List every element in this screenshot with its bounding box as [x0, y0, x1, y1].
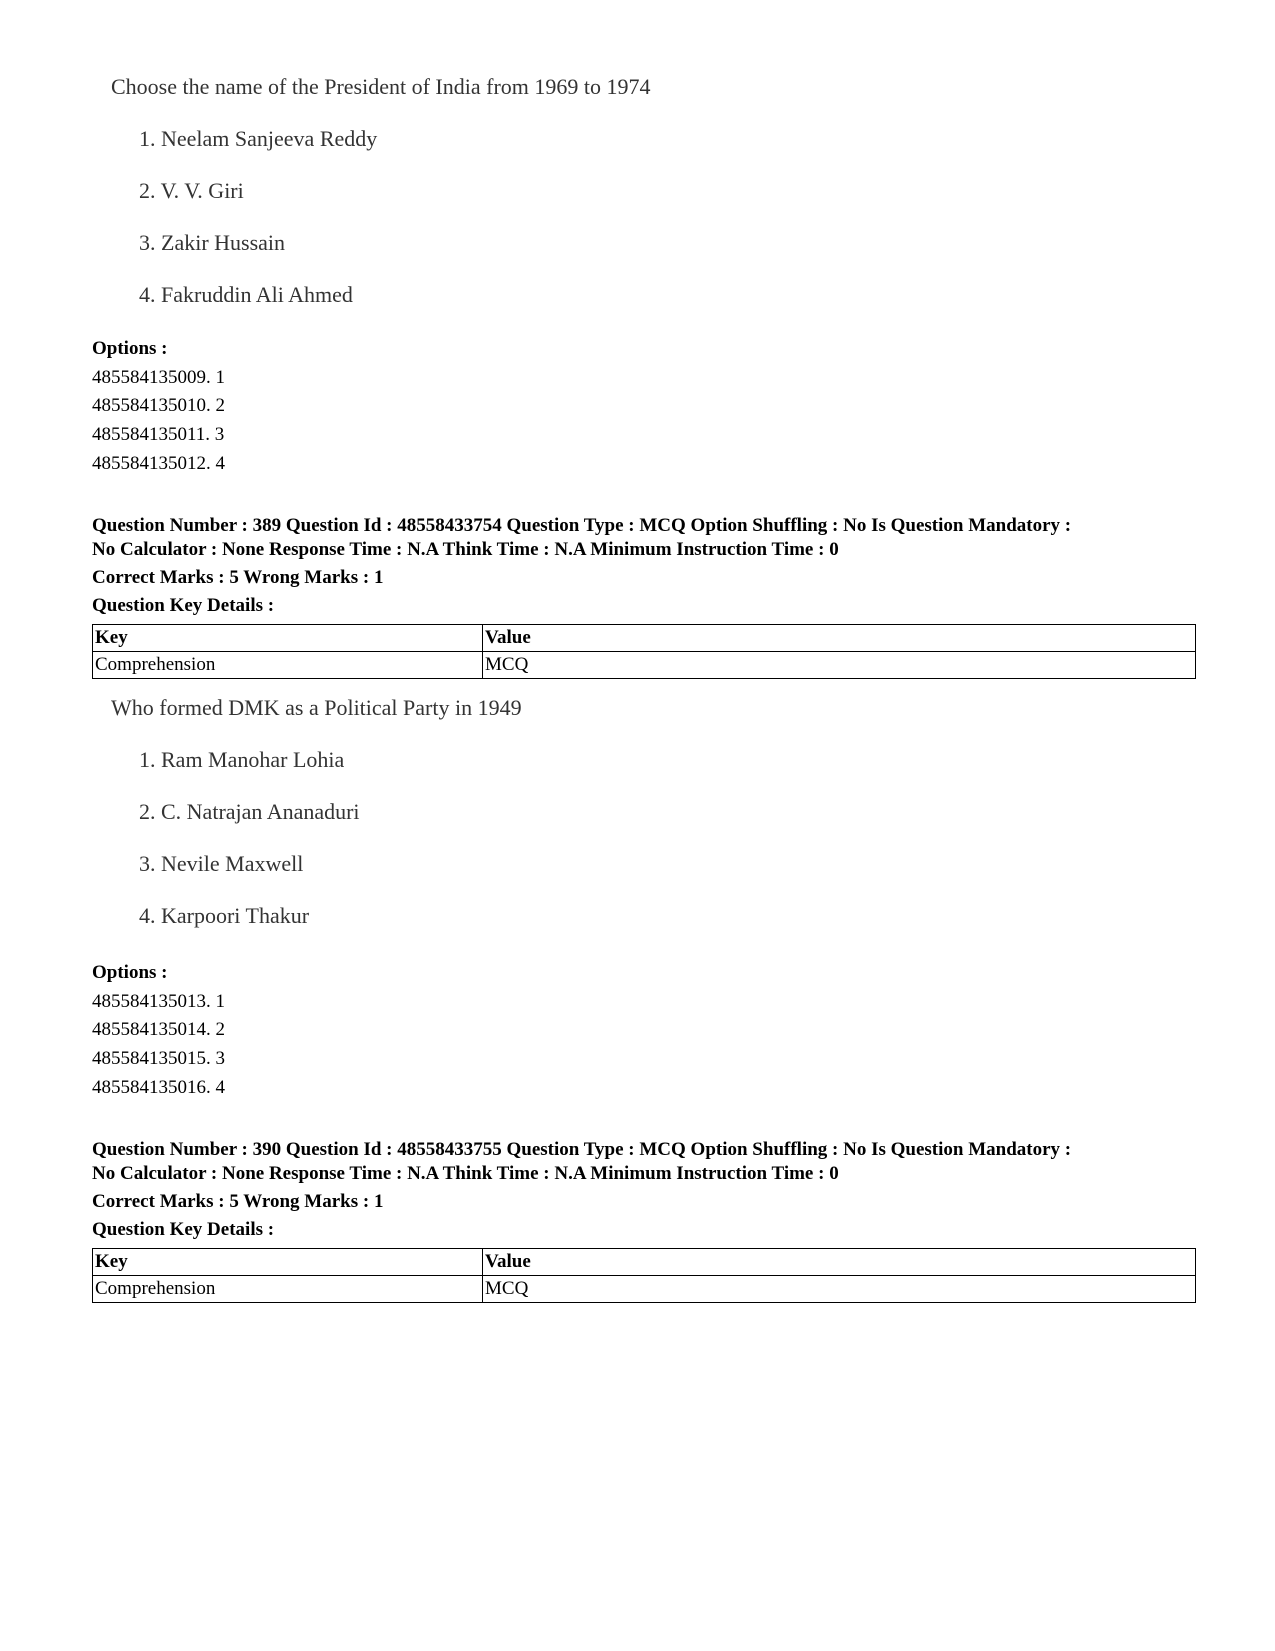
option-id: 485584135013. 1	[92, 991, 225, 1012]
options-label: Options :	[92, 962, 168, 983]
table-row	[93, 652, 1196, 679]
question-text: Choose the name of the President of India from 1969 to 1974	[111, 74, 651, 99]
question-meta-line: Question Number : 390 Question Id : 48558433755 Question Type : MCQ Option Shuffling : No Is Question Mandatory :	[92, 1139, 1072, 1160]
option-id: 485584135011. 3	[92, 424, 225, 445]
table-cell-value: MCQ	[483, 652, 1196, 679]
marks-line: Correct Marks : 5 Wrong Marks : 1	[92, 1191, 384, 1212]
choice-item: 3. Zakir Hussain	[139, 230, 286, 255]
question-meta-line: No Calculator : None Response Time : N.A Think Time : N.A Minimum Instruction Time : 0	[92, 1163, 839, 1184]
key-details-table	[92, 1248, 1196, 1303]
option-id: 485584135014. 2	[92, 1019, 225, 1040]
option-id: 485584135010. 2	[92, 395, 225, 416]
choice-item: 3. Nevile Maxwell	[139, 851, 304, 876]
key-details-label: Question Key Details :	[92, 595, 275, 616]
options-label: Options :	[92, 338, 168, 359]
question-meta-line: No Calculator : None Response Time : N.A Think Time : N.A Minimum Instruction Time : 0	[92, 539, 839, 560]
table-header-key: Key	[93, 625, 483, 652]
key-details-label: Question Key Details :	[92, 1219, 275, 1240]
choice-item: 1. Neelam Sanjeeva Reddy	[139, 126, 378, 151]
table-header-value: Value	[483, 625, 1196, 652]
option-id: 485584135016. 4	[92, 1077, 225, 1098]
choice-item: 4. Karpoori Thakur	[139, 903, 310, 928]
choice-item: 2. C. Natrajan Ananaduri	[139, 799, 360, 824]
marks-line: Correct Marks : 5 Wrong Marks : 1	[92, 567, 384, 588]
table-row	[93, 1276, 1196, 1303]
table-header-value: Value	[483, 1249, 1196, 1276]
choice-item: 2. V. V. Giri	[139, 178, 244, 203]
choice-item: 4. Fakruddin Ali Ahmed	[139, 282, 353, 307]
option-id: 485584135015. 3	[92, 1048, 225, 1069]
table-header-key: Key	[93, 1249, 483, 1276]
key-details-table	[92, 624, 1196, 679]
option-id: 485584135009. 1	[92, 367, 225, 388]
table-cell-key: Comprehension	[93, 652, 483, 679]
table-cell-key: Comprehension	[93, 1276, 483, 1303]
question-meta-line: Question Number : 389 Question Id : 48558433754 Question Type : MCQ Option Shuffling : No Is Question Mandatory :	[92, 515, 1072, 536]
table-header-row	[93, 625, 1196, 652]
table-cell-value: MCQ	[483, 1276, 1196, 1303]
choice-item: 1. Ram Manohar Lohia	[139, 747, 345, 772]
table-header-row	[93, 1249, 1196, 1276]
question-text: Who formed DMK as a Political Party in 1949	[111, 695, 522, 720]
option-id: 485584135012. 4	[92, 453, 225, 474]
